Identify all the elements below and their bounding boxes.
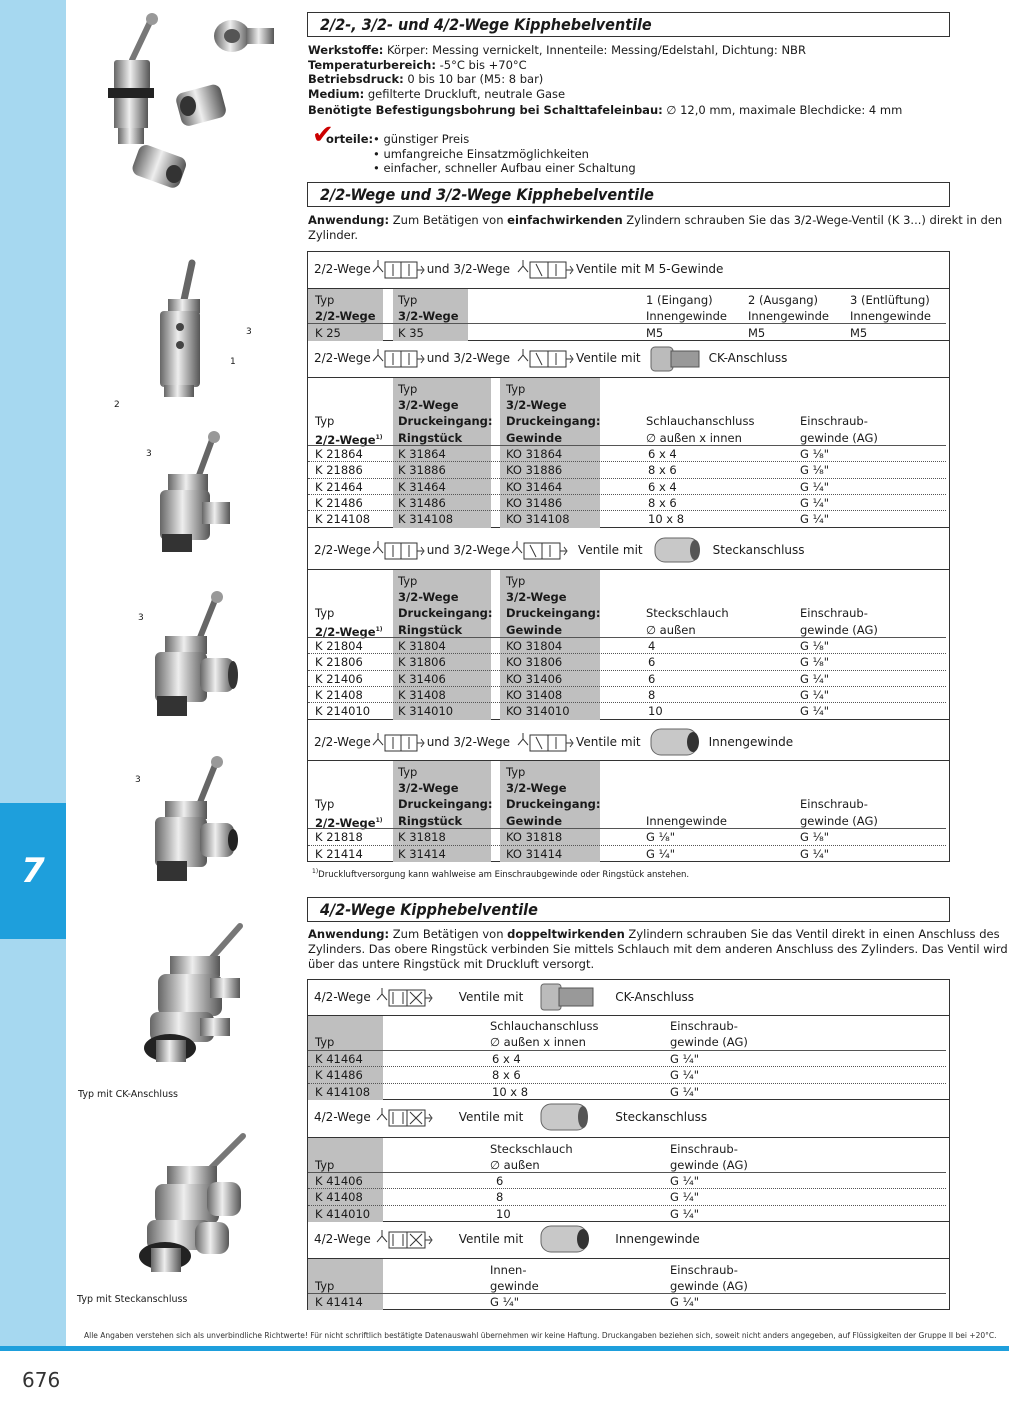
ck-row-4-col-3: 10 x 8 <box>648 512 685 527</box>
ig-row-1-col-3: G ¹⁄₄" <box>646 846 675 861</box>
application-22-32-line1: Anwendung: Zum Betätigen von einfachwirkenden Zylindern schrauben Sie das 3/2-Wege-Ventil (K 3...) direkt in den <box>308 213 1003 227</box>
valve-22-symbol-icon <box>371 539 427 561</box>
ck-row-0-col-2: KO 31864 <box>506 447 563 461</box>
label-port-3b: 3 <box>146 449 152 459</box>
st-row-2-col-2: KO 31406 <box>506 671 563 686</box>
fitting-female-photo <box>128 142 190 192</box>
caption-ck: Typ mit CK-Anschluss <box>78 1089 178 1100</box>
chapter-tab: 7 <box>0 803 66 939</box>
application-42-line3: über das untere Ringstück mit Druckluft versorgt. <box>308 957 595 971</box>
page-number: 676 <box>22 1368 61 1392</box>
st-row-4-col-0: K 214010 <box>315 704 371 719</box>
application-42-line1: Anwendung: Zum Betätigen von doppeltwirkenden Zylindern schrauben Sie das Ventil direkt in einen Anschluss des <box>308 927 1000 941</box>
application-42-line2: Zylinders. Das obere Ringstück verbinden Sie mittels Schlauch mit dem anderen Anschluss des Zylinders. Das Ventil wird <box>308 942 1008 956</box>
valve-22-symbol-icon <box>371 731 427 753</box>
ig-row-1-col-4: G ¹⁄₄" <box>800 846 829 861</box>
section-title-main: 2/2-, 3/2- und 4/2-Wege Kipphebelventile <box>307 12 950 37</box>
valve-42-symbol-icon <box>375 1106 435 1128</box>
ck-row-2-col-3: 6 x 4 <box>648 479 677 494</box>
ck-row-0-col-4: G ¹⁄₈" <box>800 447 829 461</box>
ck4-row-2-col-1: 10 x 8 <box>492 1084 529 1099</box>
advantage-2: • umfangreiche Einsatzmöglichkeiten <box>373 147 589 161</box>
ck4-row-0-col-0: K 41464 <box>315 1052 363 1066</box>
st4-row-2-col-0: K 414010 <box>315 1206 371 1221</box>
valve-42-symbol-icon <box>375 1228 435 1250</box>
label-port-3a: 3 <box>246 327 252 337</box>
ck-header-line: 2/2-Wege und 3/2-Wege Ventile mit CK-Anschluss <box>314 347 787 369</box>
valve-m5-photo <box>150 255 210 405</box>
ck-fitting-icon <box>537 980 597 1014</box>
checkmark-icon: ✔ <box>312 120 334 150</box>
label-port-2: 2 <box>114 400 120 410</box>
valve-42-ck-photo <box>130 920 250 1070</box>
ck-row-2-col-4: G ¹⁄₄" <box>800 479 829 494</box>
ck-row-0-col-0: K 21864 <box>315 447 363 461</box>
ig-row-0-col-2: KO 31818 <box>506 830 563 844</box>
ck-row-4-col-2: KO 314108 <box>506 512 570 527</box>
ck-row-4-col-0: K 214108 <box>315 512 371 527</box>
section-title-42: 4/2-Wege Kipphebelventile <box>307 897 950 922</box>
st-row-3-col-4: G ¹⁄₄" <box>800 687 829 702</box>
disclaimer: Alle Angaben verstehen sich als unverbindliche Richtwerte! Für nicht schriftlich bestätigte Datenauswahl übernehmen wir keine Haftung. Druckangaben beziehen sich, soweit nicht anders angegeben, auf Flüssigkeiten der Gruppe II bei +20°C. <box>84 1331 997 1340</box>
ck4-row-1-col-2: G ¹⁄₄" <box>670 1068 699 1083</box>
fitting-push-photo <box>172 80 232 130</box>
ck-row-1-col-0: K 21886 <box>315 463 363 478</box>
section-title-22-32: 2/2-Wege und 3/2-Wege Kipphebelventile <box>307 182 950 207</box>
spec-mounting: Benötigte Befestigungsbohrung bei Schalttafeleinbau: ∅ 12,0 mm, maximale Blechdicke: 4 mm <box>308 103 903 117</box>
st-row-3-col-3: 8 <box>648 687 656 702</box>
spec-medium: Medium: gefilterte Druckluft, neutrale Gase <box>308 87 566 101</box>
application-22-32-line2: Zylinder. <box>308 228 359 242</box>
st4-row-2-col-2: G ¹⁄₄" <box>670 1206 699 1221</box>
ck4-row-2-col-2: G ¹⁄₄" <box>670 1084 699 1099</box>
fitting-ck-photo <box>210 14 280 59</box>
st-row-1-col-1: K 31806 <box>398 655 446 670</box>
valve-ck-photo <box>150 430 235 555</box>
spec-pressure: Betriebsdruck: 0 bis 10 bar (M5: 8 bar) <box>308 72 544 86</box>
st-row-4-col-1: K 314010 <box>398 704 454 719</box>
valve-32-symbol-icon <box>516 731 576 753</box>
valve-22-symbol-icon <box>371 258 427 280</box>
st4-header-line: 4/2-Wege Ventile mit Steckanschluss <box>314 1106 707 1128</box>
bottom-rule <box>0 1346 1009 1351</box>
valve-32-symbol-icon <box>510 539 570 561</box>
valve-42-symbol-icon <box>375 986 435 1008</box>
ig-row-0-col-1: K 31818 <box>398 830 446 844</box>
ck4-row-0-col-1: 6 x 4 <box>492 1052 521 1066</box>
m5-type-22: K 25 <box>315 326 341 340</box>
ck-row-0-col-1: K 31864 <box>398 447 446 461</box>
ig-row-0-col-4: G ¹⁄₈" <box>800 830 829 844</box>
valve-32-symbol-icon <box>516 258 576 280</box>
ig4-row-0-col-0: K 41414 <box>315 1295 363 1309</box>
st-row-3-col-1: K 31408 <box>398 687 446 702</box>
push-fitting-icon <box>651 534 705 566</box>
ck4-header-line: 4/2-Wege Ventile mit CK-Anschluss <box>314 986 694 1008</box>
st4-row-0-col-0: K 41406 <box>315 1174 363 1188</box>
ck-row-3-col-4: G ¹⁄₄" <box>800 495 829 510</box>
side-band <box>0 0 66 1348</box>
st-header-line: 2/2-Wege und 3/2-Wege Ventile mit Steckanschluss <box>314 539 805 561</box>
st4-row-0-col-2: G ¹⁄₄" <box>670 1174 699 1188</box>
ck-row-1-col-1: K 31886 <box>398 463 446 478</box>
ck-row-3-col-1: K 31486 <box>398 495 446 510</box>
st4-table-box <box>307 1138 950 1222</box>
st4-row-1-col-2: G ¹⁄₄" <box>670 1190 699 1205</box>
valve-22-symbol-icon <box>371 347 427 369</box>
ck-row-2-col-0: K 21464 <box>315 479 363 494</box>
valve-push-photo <box>145 590 240 720</box>
ig-row-1-col-2: KO 31414 <box>506 846 563 861</box>
ck-row-1-col-2: KO 31886 <box>506 463 563 478</box>
ck-row-1-col-4: G ¹⁄₈" <box>800 463 829 478</box>
female-fitting-icon <box>537 1222 597 1256</box>
ig4-row-0-col-1: G ¹⁄₄" <box>490 1295 519 1309</box>
ck4-table-box <box>307 1016 950 1100</box>
label-port-3d: 3 <box>135 775 141 785</box>
st-row-0-col-2: KO 31804 <box>506 639 563 653</box>
st-row-2-col-4: G ¹⁄₄" <box>800 671 829 686</box>
ig-row-0-col-0: K 21818 <box>315 830 363 844</box>
st4-row-1-col-0: K 41408 <box>315 1190 363 1205</box>
st-row-2-col-3: 6 <box>648 671 656 686</box>
ck-row-4-col-4: G ¹⁄₄" <box>800 512 829 527</box>
ig-row-1-col-1: K 31414 <box>398 846 446 861</box>
st4-row-0-col-1: 6 <box>496 1174 504 1188</box>
st-row-0-col-1: K 31804 <box>398 639 446 653</box>
st-row-3-col-0: K 21408 <box>315 687 363 702</box>
advantage-1: • günstiger Preis <box>373 132 470 146</box>
st-row-4-col-3: 10 <box>648 704 663 719</box>
ck-row-0-col-3: 6 x 4 <box>648 447 677 461</box>
ck-row-3-col-2: KO 31486 <box>506 495 563 510</box>
ig4-row-0-col-2: G ¹⁄₄" <box>670 1295 699 1309</box>
st-row-2-col-0: K 21406 <box>315 671 363 686</box>
st4-row-1-col-1: 8 <box>496 1190 504 1205</box>
ig-header-line: 2/2-Wege und 3/2-Wege Ventile mit Innengewinde <box>314 731 793 753</box>
ck-fitting-icon <box>645 343 705 373</box>
ck-row-2-col-1: K 31464 <box>398 479 446 494</box>
st-row-1-col-3: 6 <box>648 655 656 670</box>
st-row-0-col-4: G ¹⁄₈" <box>800 639 829 653</box>
st-row-3-col-2: KO 31408 <box>506 687 563 702</box>
ck-row-3-col-3: 8 x 6 <box>648 495 677 510</box>
ck4-row-1-col-0: K 41486 <box>315 1068 363 1083</box>
st4-row-2-col-1: 10 <box>496 1206 511 1221</box>
female-fitting-icon <box>647 725 703 759</box>
valve-42-push-photo <box>125 1130 250 1280</box>
valve-32-symbol-icon <box>516 347 576 369</box>
st-row-1-col-0: K 21806 <box>315 655 363 670</box>
label-port-3c: 3 <box>138 613 144 623</box>
label-port-1: 1 <box>230 357 236 367</box>
caption-st: Typ mit Steckanschluss <box>77 1294 188 1305</box>
ck-row-2-col-2: KO 31464 <box>506 479 563 494</box>
ck4-row-2-col-0: K 414108 <box>315 1084 371 1099</box>
st-row-4-col-4: G ¹⁄₄" <box>800 704 829 719</box>
spec-temperature: Temperaturbereich: -5°C bis +70°C <box>308 58 527 72</box>
advantage-3: • einfacher, schneller Aufbau einer Schaltung <box>373 161 636 175</box>
m5-header-line: 2/2-Wege und 3/2-Wege Ventile mit M 5-Gewinde <box>314 258 723 280</box>
ig-row-1-col-0: K 21414 <box>315 846 363 861</box>
valve-female-photo <box>145 755 240 885</box>
st-row-4-col-2: KO 314010 <box>506 704 570 719</box>
ig4-header-line: 4/2-Wege Ventile mit Innengewinde <box>314 1228 700 1250</box>
m5-type-32: K 35 <box>398 326 424 340</box>
ck-row-1-col-3: 8 x 6 <box>648 463 677 478</box>
ig-row-0-col-3: G ¹⁄₈" <box>646 830 675 844</box>
st-row-0-col-0: K 21804 <box>315 639 363 653</box>
advantages-label: orteile: <box>326 132 374 146</box>
ck4-row-1-col-1: 8 x 6 <box>492 1068 521 1083</box>
footnote-1: $^{1)}$Druckluftversorgung kann wahlweise am Einschraubgewinde oder Ringstück anstehen. <box>312 868 690 880</box>
st-row-0-col-3: 4 <box>648 639 656 653</box>
ck-row-4-col-1: K 314108 <box>398 512 454 527</box>
ig4-table-box <box>307 1259 950 1310</box>
ck-row-3-col-0: K 21486 <box>315 495 363 510</box>
spec-materials: Werkstoffe: Körper: Messing vernickelt, Innenteile: Messing/Edelstahl, Dichtung: NBR <box>308 43 806 57</box>
st-row-1-col-2: KO 31806 <box>506 655 563 670</box>
st-row-1-col-4: G ¹⁄₈" <box>800 655 829 670</box>
push-fitting-icon <box>537 1100 597 1134</box>
ck4-row-0-col-2: G ¹⁄₄" <box>670 1052 699 1066</box>
st-row-2-col-1: K 31406 <box>398 671 446 686</box>
